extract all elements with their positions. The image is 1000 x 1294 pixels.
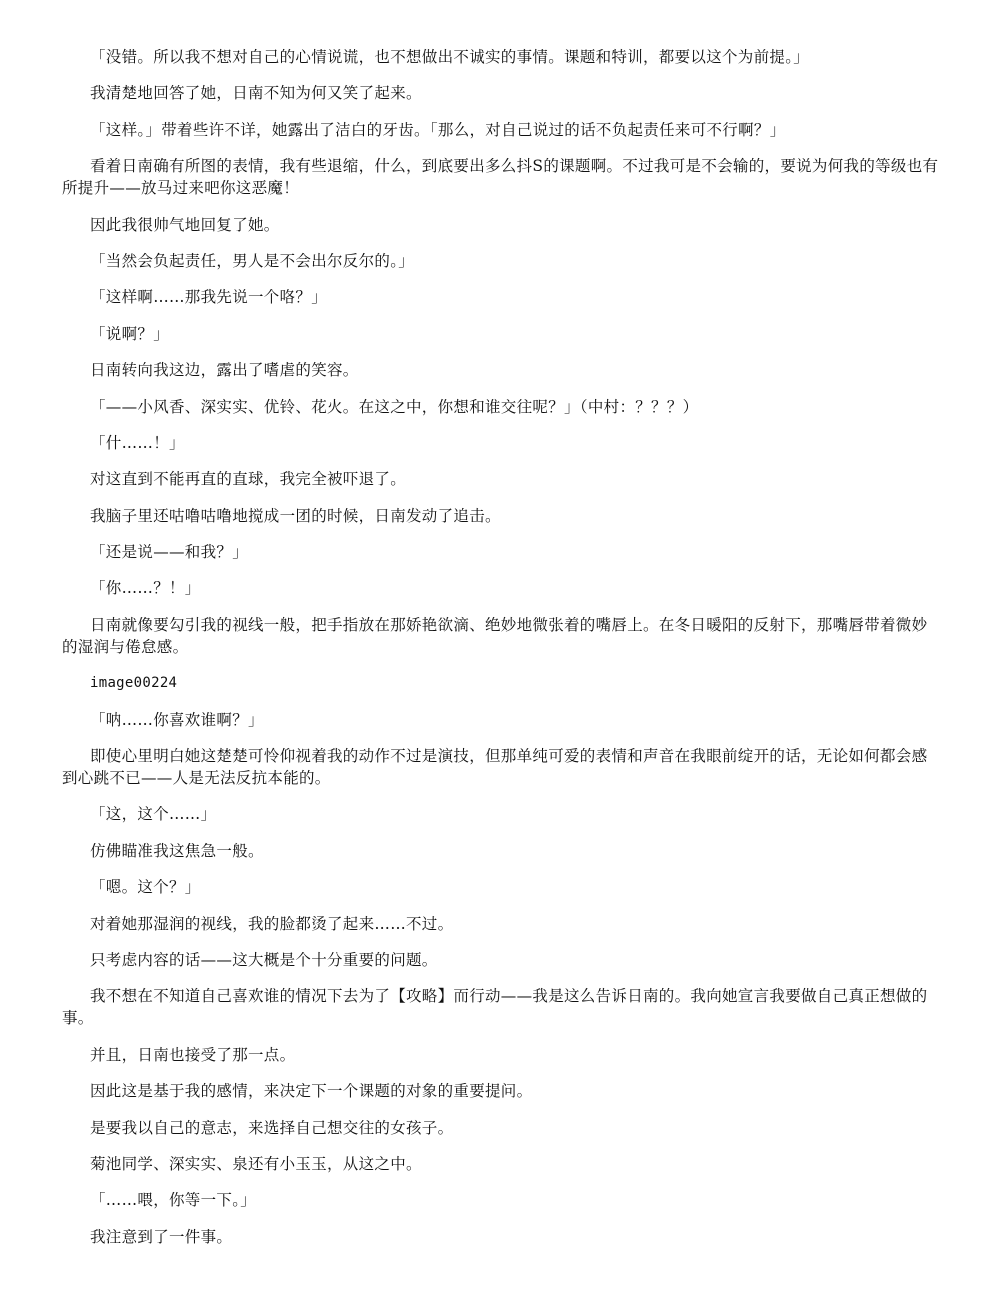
paragraph: 我清楚地回答了她，日南不知为何又笑了起来。: [90, 84, 422, 103]
document-page: [62, 46, 942, 1262]
paragraph: 对这直到不能再直的直球，我完全被吓退了。: [90, 470, 407, 489]
paragraph: 「——小风香、深实实、优铃、花火。在这之中，你想和谁交往呢？」（中村：？？？）: [90, 397, 699, 416]
paragraph: 「说啊？」: [90, 324, 170, 343]
paragraph: 日南转向我这边，露出了嗜虐的笑容。: [90, 361, 359, 380]
paragraph: 「嗯。这个？」: [90, 878, 201, 897]
paragraph: 看着日南确有所图的表情，我有些退缩，什么，到底要出多么抖S的课题啊。不过我可是不会输的，要说为何我的等级也有所提升——放马过来吧你这恶魔！: [62, 157, 939, 198]
paragraph: 对着她那湿润的视线，我的脸都烫了起来……不过。: [90, 914, 454, 933]
paragraph: 我脑子里还咕噜咕噜地搅成一团的时候，日南发动了追击。: [90, 506, 501, 525]
paragraph: 我注意到了一件事。: [90, 1227, 233, 1246]
paragraph: 「这样啊……那我先说一个咯？」: [90, 288, 328, 307]
paragraph: 即使心里明白她这楚楚可怜仰视着我的动作不过是演技，但那单纯可爱的表情和声音在我眼前绽开的话，无论如何都会感到心跳不已——人是无法反抗本能的。: [62, 747, 928, 788]
paragraph: 「这样。」带着些许不详，她露出了洁白的牙齿。「那么，对自己说过的话不负起责任来可不行啊？」: [90, 120, 786, 139]
paragraph: 菊池同学、深实实、泉还有小玉玉，从这之中。: [90, 1154, 422, 1173]
paragraph: 「……喂，你等一下。」: [90, 1191, 257, 1210]
paragraph: 仿佛瞄准我这焦急一般。: [90, 841, 264, 860]
image-placeholder-text: image00224: [90, 675, 178, 692]
paragraph: 日南就像要勾引我的视线一般，把手指放在那娇艳欲滴、绝妙地微张着的嘴唇上。在冬日暖阳的反射下，那嘴唇带着微妙的湿润与倦怠感。: [62, 615, 928, 656]
paragraph: 因此我很帅气地回复了她。: [90, 215, 280, 234]
paragraph: 「当然会负起责任，男人是不会出尔反尔的。」: [90, 251, 415, 270]
paragraph: 「呐……你喜欢谁啊？」: [90, 710, 264, 729]
paragraph: 只考虑内容的话——这大概是个十分重要的问题。: [90, 950, 438, 969]
paragraph: 「什……！」: [90, 433, 185, 452]
paragraph: 是要我以自己的意志，来选择自己想交往的女孩子。: [90, 1118, 454, 1137]
paragraph: 「这，这个……」: [90, 805, 217, 824]
paragraph: 「你……？！」: [90, 579, 201, 598]
paragraph: 并且，日南也接受了那一点。: [90, 1045, 296, 1064]
paragraph: 「没错。所以我不想对自己的心情说谎，也不想做出不诚实的事情。课题和特训，都要以这个为前提。」: [90, 48, 810, 66]
paragraph: 因此这是基于我的感情，来决定下一个课题的对象的重要提问。: [90, 1082, 533, 1101]
paragraph: 我不想在不知道自己喜欢谁的情况下去为了【攻略】而行动——我是这么告诉日南的。我向她宣言我要做自己真正想做的事。: [62, 987, 928, 1028]
paragraph: 「还是说——和我？」: [90, 543, 249, 562]
